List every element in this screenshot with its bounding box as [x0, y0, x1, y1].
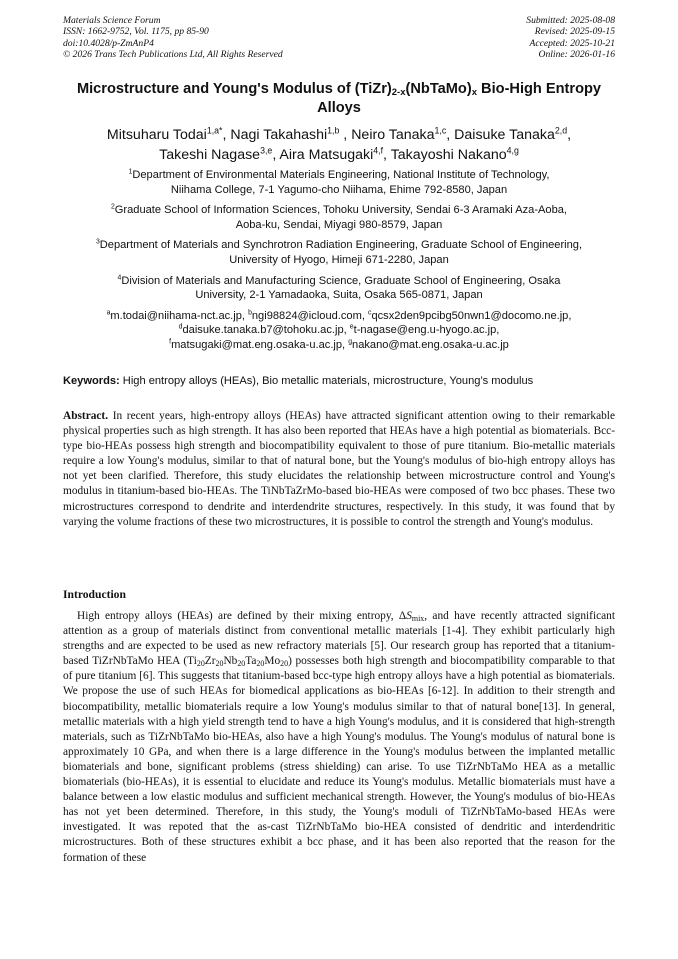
journal-name: Materials Science Forum — [63, 15, 161, 26]
title-text: (NbTaMo) — [405, 81, 472, 97]
affiliation-2: $^2$Graduate School of Information Sciences, Tohoku University, Sendai 6-3 Aramaki Aza-Aoba, Aoba-ku, Sendai, Miyagi 980-8579, Japan — [110, 203, 568, 231]
title-text: Bio-High Entropy Alloys — [317, 81, 602, 116]
issn-volume: ISSN: 1662-9752, Vol. 1175, pp 85-90 — [63, 26, 209, 38]
keywords-text: High entropy alloys (HEAs), Bio metallic materials, microstructure, Young’s modulus — [119, 375, 534, 387]
author: Mitsuharu Todai$^{1,a*}$, — [106, 125, 231, 143]
journal-header — [63, 15, 283, 61]
accepted-date: Accepted: 2025-10-21 — [529, 37, 615, 49]
affiliation-1: $^1$Department of Environmental Materials Engineering, National Institute of Technology, Niihama College, 7-1 Yagumo-cho Niihama, Ehime 792-8580, Japan — [128, 168, 550, 196]
abstract — [63, 409, 615, 530]
abstract-text: In recent years, high-entropy alloys (HEAs) have attracted significant attention owing to their remarkable physical properties such as high strength. It has also been reported that HEAs have a high potential as biomaterials. Bcc-type bio-HEAs possess high strength and biocompatibility equivalent to those of pure titanium. Bio-metallic materials require a low Young's modulus, similar to that of natural bone, but the Young's modulus of bio-high entropy alloys has not yet been clarified. Therefore, this study elucidates the relationship between microstructure control and Young's modulus in titanium-based bio-HEAs. The TiNbTaZrMo-based bio-HEAs were composed of two bcc phases. These two microstructures correspond to dendrite and interdendrite structures, respectively. In this study, it was found that by varying the volume fractions of these two microstructures, it is possible to control the strength and Young's modulus. — [63, 410, 615, 528]
author-list — [63, 125, 615, 165]
abstract-label: Abstract. — [63, 410, 109, 422]
doi: doi:10.4028/p-ZmAnP4 — [63, 37, 154, 49]
affiliation-4: $^4$Division of Materials and Manufacturing Science, Graduate School of Engineering, Osaka University, 2-1 Yamadaoka, Suita, Osaka 565-0871, Japan — [117, 273, 561, 302]
author: Nagi Takahashi$^{1,b}$ , — [230, 125, 352, 143]
copyright: © 2026 Trans Tech Publications Ltd, All Rights Reserved — [63, 49, 283, 61]
introduction-heading: Introduction — [63, 588, 126, 601]
author: Daisuke Tanaka$^{2,d}$, — [454, 125, 572, 143]
email-line: $^a$m.todai@niihama-nct.ac.jp, $^b$ngi98824@icloud.com, $^c$qcsx2den9pcibg50nwn1@docomo.ne.jp, — [106, 309, 572, 322]
dates-header — [526, 15, 615, 61]
email-line: $^d$daisuke.tanaka.b7@tohoku.ac.jp, $^e$t-nagase@eng.u-hyogo.ac.jp, — [178, 323, 500, 337]
keywords — [63, 374, 623, 388]
author: Takayoshi Nakano$^{4,g}$ — [390, 145, 519, 163]
affiliations — [63, 168, 615, 353]
online-date: Online: 2026-01-16 — [538, 49, 615, 61]
email-line: $^f$matsugaki@mat.eng.osaka-u.ac.jp, $^g$nakano@mat.eng.osaka-u.ac.jp — [169, 338, 509, 351]
author: Neiro Tanaka$^{1,c}$, — [351, 125, 455, 143]
revised-date: Revised: 2025-09-15 — [534, 26, 615, 38]
paper-title — [63, 80, 615, 117]
introduction-paragraph: High entropy alloys (HEAs) are defined by their mixing entropy, $\Delta S_{mix}$, and have recently attracted significant attention as a group of materials distinct from conventional metallic materials [1-4]. They exhibit particularly high strengths and are expected to be used as new refractory materials [5]. Our research group has reported that a titanium-based TiZrNbTaMo HEA $(Ti_{20}Zr_{20}Nb_{20}Ta_{20}Mo_{20})$ possesses both high strength and biocompatibility comparable to that of pure titanium [6]. This suggests that titanium-based bcc-type high entropy alloys have a high potential as biomaterials. We propose the use of such HEAs for biomedical applications as bio-HEAs [6-12]. In addition to their strength and biocompatibility, metallic biomaterials require a low Young's modulus similar to that of natural bone[13]. In general, metallic materials with a high yield strength tend to have a high Young's modulus, and it is considered that high-strength materials, such as TiZrNbTaMo bio-HEAs, also have a high Young's modulus. The Young's modulus of natural bone is approximately 10 GPa, and when there is a large difference in the Young's modulus between the implanted metallic biomaterials and bone, significant problems (stress shielding) can arise. To use TiZrNbTaMo HEA as a metallic biomaterials (bio-HEAs), it is essential to elucidate and reduce its Young's modulus. Metallic biomaterials must have a balance between a low elastic modulus and sufficient mechanical strength. However, the Young's modulus of bio-HEAs has not yet been determined. Therefore, in this study, the Young's moduli of TiZrNbTaMo-based HEAs were investigated. It was repoted that the as-cast TiZrNbTaMo bio-HEA consisted of dendritic and interdendritic microstructures. Both of these structures exhibit a bcc phase, and it has been also reported that the reason for the formation of these — [63, 610, 615, 864]
author: Aira Matsugaki$^{4,f}$, — [279, 145, 391, 163]
affiliation-3: $^3$Department of Materials and Synchrotron Radiation Engineering, Graduate School of Engineering, University of Hyogo, Himeji 671-2280, Japan — [95, 238, 583, 266]
keywords-label: Keywords: — [63, 375, 120, 387]
author: Takeshi Nagase$^{3,e}$, — [159, 145, 280, 163]
email-list — [63, 309, 615, 353]
title-text: Microstructure and Young's Modulus of (TiZr) — [76, 81, 392, 97]
title-subscript: x — [471, 87, 477, 98]
submitted-date: Submitted: 2025-08-08 — [526, 15, 615, 26]
title-subscript: 2-x — [391, 87, 406, 98]
